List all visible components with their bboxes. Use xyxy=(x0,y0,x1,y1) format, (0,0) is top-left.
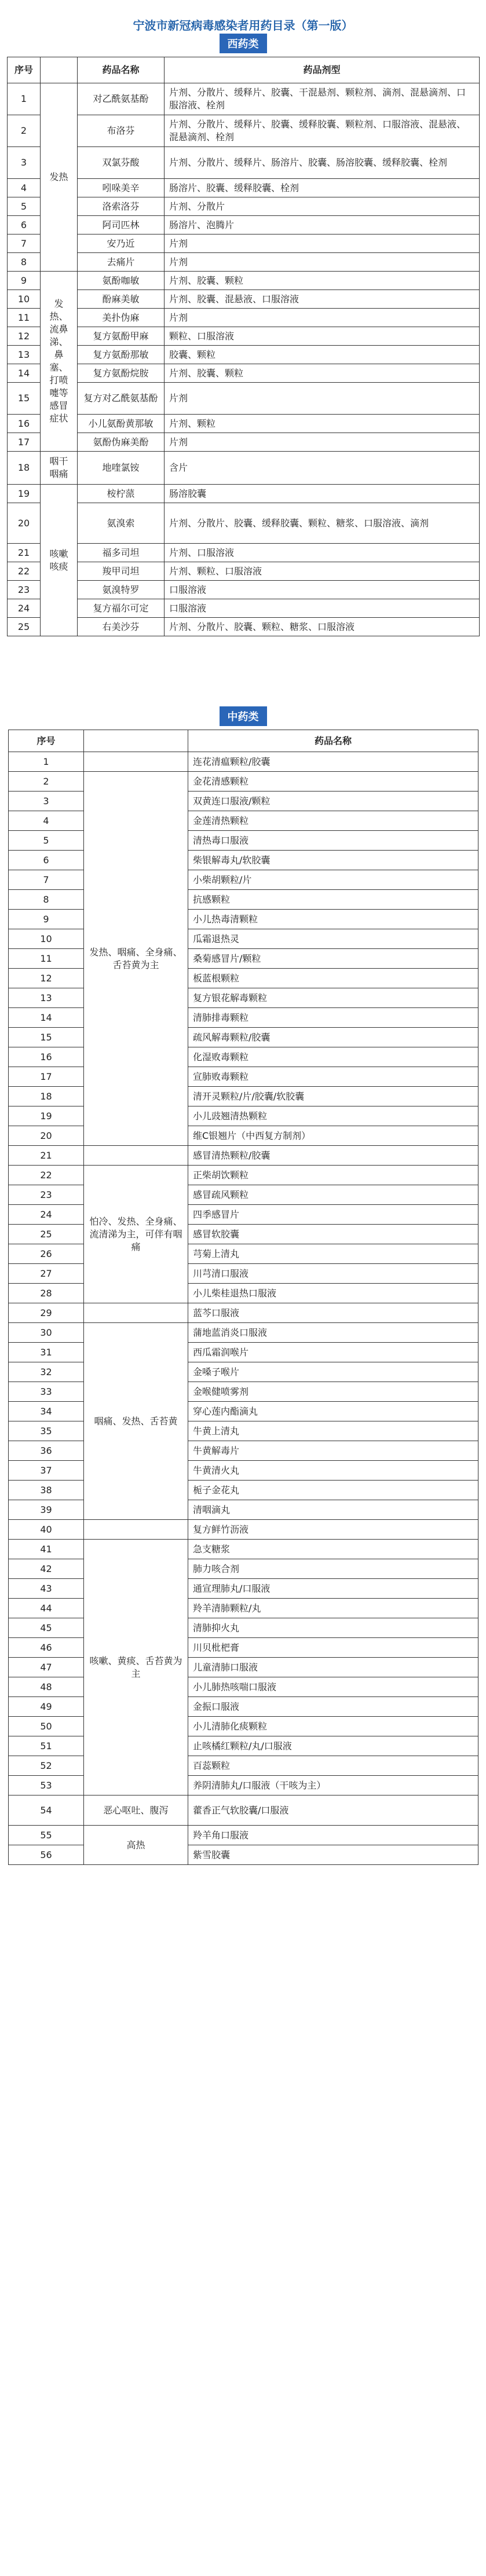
row-no: 2 xyxy=(8,115,41,147)
table-row xyxy=(8,383,480,415)
header-no: 序号 xyxy=(8,57,41,83)
drug-name: 桑菊感冒片/颗粒 xyxy=(188,949,478,969)
row-no: 18 xyxy=(8,452,41,485)
table-row xyxy=(8,272,480,290)
table-row xyxy=(9,929,478,949)
table-row xyxy=(9,1520,478,1540)
drug-name: 复方氨酚甲麻 xyxy=(78,327,165,346)
table-row xyxy=(8,618,480,636)
row-no: 44 xyxy=(9,1599,84,1618)
drug-name: 清肺抑火丸 xyxy=(188,1618,478,1638)
row-no: 46 xyxy=(9,1638,84,1658)
drug-name: 肺力咳合剂 xyxy=(188,1559,478,1579)
table-row xyxy=(9,1500,478,1520)
row-no: 4 xyxy=(8,179,41,197)
table-row xyxy=(8,216,480,234)
drug-name: 板蓝根颗粒 xyxy=(188,969,478,988)
table-row xyxy=(9,1225,478,1244)
table-row xyxy=(9,1697,478,1717)
drug-form: 胶囊、颗粒 xyxy=(165,346,480,364)
drug-name: 小儿氨酚黄那敏 xyxy=(78,415,165,433)
drug-name: 金花清感颗粒 xyxy=(188,772,478,792)
row-no: 10 xyxy=(9,929,84,949)
table-row xyxy=(8,290,480,309)
drug-name: 阿司匹林 xyxy=(78,216,165,234)
row-no: 31 xyxy=(9,1343,84,1362)
row-no: 20 xyxy=(8,503,41,544)
table-row xyxy=(9,1540,478,1559)
table-row xyxy=(9,1362,478,1382)
row-no: 20 xyxy=(9,1126,84,1146)
table-row xyxy=(9,1028,478,1047)
row-no: 7 xyxy=(9,870,84,890)
row-no: 22 xyxy=(9,1166,84,1185)
row-no: 14 xyxy=(8,364,41,383)
table-row xyxy=(9,1421,478,1441)
symptom-group: 发热、流鼻涕、鼻塞、打喷嚏等感冒症状 xyxy=(41,272,78,452)
row-no: 19 xyxy=(8,485,41,503)
row-no: 3 xyxy=(8,147,41,179)
table-row xyxy=(9,1559,478,1579)
drug-name: 复方鲜竹沥液 xyxy=(188,1520,478,1540)
table-row xyxy=(9,1244,478,1264)
table-row xyxy=(9,1264,478,1284)
table-row xyxy=(9,1618,478,1638)
drug-name: 复方银花解毒颗粒 xyxy=(188,988,478,1008)
drug-name: 右美沙芬 xyxy=(78,618,165,636)
table-header-row xyxy=(9,730,478,752)
row-no: 39 xyxy=(9,1500,84,1520)
row-no: 56 xyxy=(9,1845,84,1865)
table-row xyxy=(8,599,480,618)
table-row xyxy=(9,792,478,811)
drug-form: 片剂、分散片、缓释片、胶囊、干混悬剂、颗粒剂、滴剂、混悬滴剂、口服溶液、栓剂 xyxy=(165,83,480,115)
tcm-medicine-table xyxy=(8,730,478,1865)
drug-form: 片剂 xyxy=(165,309,480,327)
row-no: 43 xyxy=(9,1579,84,1599)
row-no: 14 xyxy=(9,1008,84,1028)
drug-name: 百蕊颗粒 xyxy=(188,1756,478,1776)
drug-name: 西瓜霜润喉片 xyxy=(188,1343,478,1362)
drug-name: 藿香正气软胶囊/口服液 xyxy=(188,1795,478,1826)
table-row xyxy=(8,452,480,485)
drug-name: 洛索洛芬 xyxy=(78,197,165,216)
drug-name: 芎菊上清丸 xyxy=(188,1244,478,1264)
row-no: 22 xyxy=(8,562,41,581)
row-no: 17 xyxy=(9,1067,84,1087)
table-row xyxy=(8,346,480,364)
drug-form: 片剂 xyxy=(165,253,480,272)
header-form: 药品剂型 xyxy=(165,57,480,83)
symptom-group: 发热、咽痛、全身痛、舌苔黄为主 xyxy=(84,772,188,1146)
drug-form: 口服溶液 xyxy=(165,581,480,599)
row-no: 26 xyxy=(9,1244,84,1264)
drug-name: 疏风解毒颗粒/胶囊 xyxy=(188,1028,478,1047)
row-no: 36 xyxy=(9,1441,84,1461)
table-row xyxy=(9,1717,478,1736)
drug-form: 片剂、分散片 xyxy=(165,197,480,216)
drug-form: 片剂、分散片、缓释片、胶囊、缓释胶囊、颗粒剂、口服溶液、混悬液、混悬滴剂、栓剂 xyxy=(165,115,480,147)
row-no: 41 xyxy=(9,1540,84,1559)
drug-form: 口服溶液 xyxy=(165,599,480,618)
row-no: 8 xyxy=(8,253,41,272)
table-row xyxy=(8,433,480,452)
drug-form: 片剂 xyxy=(165,433,480,452)
row-no: 52 xyxy=(9,1756,84,1776)
header-group-blank xyxy=(84,730,188,752)
table-row xyxy=(9,1343,478,1362)
table-row xyxy=(8,309,480,327)
header-group-blank xyxy=(41,57,78,83)
drug-name: 氨溴特罗 xyxy=(78,581,165,599)
drug-name: 美扑伪麻 xyxy=(78,309,165,327)
drug-name: 牛黄清火丸 xyxy=(188,1461,478,1481)
table-row xyxy=(9,1776,478,1795)
table-row xyxy=(9,1736,478,1756)
row-no: 10 xyxy=(8,290,41,309)
table-row xyxy=(8,234,480,253)
drug-name: 蒲地蓝消炎口服液 xyxy=(188,1323,478,1343)
row-no: 28 xyxy=(9,1284,84,1303)
row-no: 45 xyxy=(9,1618,84,1638)
row-no: 5 xyxy=(9,831,84,851)
drug-name: 安乃近 xyxy=(78,234,165,253)
row-no: 7 xyxy=(8,234,41,253)
drug-name: 感冒软胶囊 xyxy=(188,1225,478,1244)
symptom-group xyxy=(84,1303,188,1323)
table-header-row xyxy=(8,57,480,83)
drug-name: 复方福尔可定 xyxy=(78,599,165,618)
drug-name: 小儿肺热咳喘口服液 xyxy=(188,1677,478,1697)
table-row xyxy=(9,890,478,910)
row-no: 16 xyxy=(9,1047,84,1067)
table-row xyxy=(9,1441,478,1461)
table-row xyxy=(9,752,478,772)
table-row xyxy=(8,415,480,433)
table-row xyxy=(9,1323,478,1343)
row-no: 13 xyxy=(9,988,84,1008)
drug-name: 复方氨酚烷胺 xyxy=(78,364,165,383)
row-no: 55 xyxy=(9,1826,84,1845)
drug-name: 氨溴索 xyxy=(78,503,165,544)
table-row xyxy=(9,1599,478,1618)
table-row xyxy=(9,1756,478,1776)
drug-form: 片剂 xyxy=(165,234,480,253)
drug-form: 片剂、胶囊、颗粒 xyxy=(165,364,480,383)
symptom-group xyxy=(84,752,188,772)
drug-name: 羚羊角口服液 xyxy=(188,1826,478,1845)
table-row xyxy=(9,1205,478,1225)
table-row xyxy=(9,1826,478,1845)
table-row xyxy=(9,1087,478,1106)
drug-name: 清开灵颗粒/片/胶囊/软胶囊 xyxy=(188,1087,478,1106)
drug-form: 片剂、胶囊、混悬液、口服溶液 xyxy=(165,290,480,309)
row-no: 24 xyxy=(9,1205,84,1225)
drug-form: 含片 xyxy=(165,452,480,485)
symptom-group: 咽痛、发热、舌苔黄 xyxy=(84,1323,188,1520)
drug-form: 片剂 xyxy=(165,383,480,415)
symptom-group: 高热 xyxy=(84,1826,188,1865)
table-row xyxy=(9,870,478,890)
table-row xyxy=(8,115,480,147)
page-title: 宁波市新冠病毒感染者用药目录（第一版） xyxy=(133,19,353,32)
drug-name: 牛黄解毒片 xyxy=(188,1441,478,1461)
row-no: 21 xyxy=(9,1146,84,1166)
drug-name: 清肺排毒颗粒 xyxy=(188,1008,478,1028)
row-no: 50 xyxy=(9,1717,84,1736)
symptom-group xyxy=(84,1146,188,1166)
drug-name: 四季感冒片 xyxy=(188,1205,478,1225)
drug-name: 羚羊清肺颗粒/丸 xyxy=(188,1599,478,1618)
drug-name: 急支糖浆 xyxy=(188,1540,478,1559)
table-row xyxy=(9,1166,478,1185)
table-row xyxy=(9,1047,478,1067)
western-section-badge: 西药类 xyxy=(220,34,267,53)
drug-name: 化湿败毒颗粒 xyxy=(188,1047,478,1067)
drug-name: 抗感颗粒 xyxy=(188,890,478,910)
drug-form: 片剂、分散片、胶囊、缓释胶囊、颗粒、糖浆、口服溶液、滴剂 xyxy=(165,503,480,544)
tcm-section-badge: 中药类 xyxy=(220,706,267,726)
row-no: 27 xyxy=(9,1264,84,1284)
row-no: 16 xyxy=(8,415,41,433)
table-row xyxy=(9,1067,478,1087)
table-row xyxy=(8,364,480,383)
row-no: 30 xyxy=(9,1323,84,1343)
table-row xyxy=(9,1284,478,1303)
table-row xyxy=(8,503,480,544)
row-no: 2 xyxy=(9,772,84,792)
symptom-group: 咳嗽咳痰 xyxy=(41,485,78,636)
drug-name: 止咳橘红颗粒/丸/口服液 xyxy=(188,1736,478,1756)
table-row xyxy=(9,1146,478,1166)
header-name: 药品名称 xyxy=(78,57,165,83)
table-row xyxy=(9,988,478,1008)
drug-name: 牛黄上清丸 xyxy=(188,1421,478,1441)
drug-name: 布洛芬 xyxy=(78,115,165,147)
row-no: 9 xyxy=(9,910,84,929)
table-row xyxy=(9,772,478,792)
drug-form: 片剂、颗粒 xyxy=(165,415,480,433)
drug-name: 对乙酰氨基酚 xyxy=(78,83,165,115)
row-no: 18 xyxy=(9,1087,84,1106)
drug-name: 去痛片 xyxy=(78,253,165,272)
drug-name: 羧甲司坦 xyxy=(78,562,165,581)
row-no: 5 xyxy=(8,197,41,216)
drug-form: 肠溶片、泡腾片 xyxy=(165,216,480,234)
table-row xyxy=(9,1402,478,1421)
drug-name: 通宣理肺丸/口服液 xyxy=(188,1579,478,1599)
drug-name: 吲哚美辛 xyxy=(78,179,165,197)
row-no: 48 xyxy=(9,1677,84,1697)
row-no: 53 xyxy=(9,1776,84,1795)
row-no: 32 xyxy=(9,1362,84,1382)
drug-name: 儿童清肺口服液 xyxy=(188,1658,478,1677)
row-no: 25 xyxy=(8,618,41,636)
row-no: 6 xyxy=(8,216,41,234)
drug-name: 栀子金花丸 xyxy=(188,1481,478,1500)
drug-name: 复方氨酚那敏 xyxy=(78,346,165,364)
row-no: 49 xyxy=(9,1697,84,1717)
row-no: 51 xyxy=(9,1736,84,1756)
drug-name: 宣肺败毒颗粒 xyxy=(188,1067,478,1087)
table-row xyxy=(8,562,480,581)
header-name: 药品名称 xyxy=(188,730,478,752)
symptom-group: 咳嗽、黄痰、舌苔黄为主 xyxy=(84,1540,188,1795)
table-row xyxy=(9,1481,478,1500)
row-no: 4 xyxy=(9,811,84,831)
drug-name: 复方对乙酰氨基酚 xyxy=(78,383,165,415)
table-row xyxy=(9,811,478,831)
row-no: 11 xyxy=(8,309,41,327)
table-row xyxy=(9,1461,478,1481)
drug-name: 清咽滴丸 xyxy=(188,1500,478,1520)
drug-name: 瓜霜退热灵 xyxy=(188,929,478,949)
drug-name: 柴银解毒丸/软胶囊 xyxy=(188,851,478,870)
drug-form: 片剂、口服溶液 xyxy=(165,544,480,562)
header-no: 序号 xyxy=(9,730,84,752)
drug-name: 维C银翘片（中西复方制剂） xyxy=(188,1126,478,1146)
drug-name: 福多司坦 xyxy=(78,544,165,562)
table-row xyxy=(9,851,478,870)
row-no: 33 xyxy=(9,1382,84,1402)
row-no: 34 xyxy=(9,1402,84,1421)
drug-form: 片剂、胶囊、颗粒 xyxy=(165,272,480,290)
row-no: 29 xyxy=(9,1303,84,1323)
drug-form: 颗粒、口服溶液 xyxy=(165,327,480,346)
row-no: 19 xyxy=(9,1106,84,1126)
drug-form: 片剂、分散片、缓释片、肠溶片、胶囊、肠溶胶囊、缓释胶囊、栓剂 xyxy=(165,147,480,179)
drug-name: 感冒疏风颗粒 xyxy=(188,1185,478,1205)
row-no: 6 xyxy=(9,851,84,870)
table-row xyxy=(8,253,480,272)
table-row xyxy=(8,544,480,562)
drug-name: 酚麻美敏 xyxy=(78,290,165,309)
table-row xyxy=(9,1185,478,1205)
row-no: 35 xyxy=(9,1421,84,1441)
symptom-group: 恶心呕吐、腹泻 xyxy=(84,1795,188,1826)
drug-name: 双氯芬酸 xyxy=(78,147,165,179)
row-no: 15 xyxy=(8,383,41,415)
row-no: 11 xyxy=(9,949,84,969)
drug-name: 金振口服液 xyxy=(188,1697,478,1717)
drug-name: 金莲清热颗粒 xyxy=(188,811,478,831)
table-row xyxy=(9,1658,478,1677)
row-no: 23 xyxy=(9,1185,84,1205)
table-row xyxy=(8,327,480,346)
symptom-group xyxy=(84,1520,188,1540)
table-row xyxy=(9,1382,478,1402)
drug-name: 养阴清肺丸/口服液（干咳为主） xyxy=(188,1776,478,1795)
table-row xyxy=(9,969,478,988)
table-row xyxy=(9,1845,478,1865)
table-row xyxy=(8,581,480,599)
drug-name: 小儿豉翘清热颗粒 xyxy=(188,1106,478,1126)
drug-name: 金嗓子喉片 xyxy=(188,1362,478,1382)
row-no: 13 xyxy=(8,346,41,364)
drug-name: 穿心莲内酯滴丸 xyxy=(188,1402,478,1421)
drug-name: 小儿柴桂退热口服液 xyxy=(188,1284,478,1303)
drug-name: 川芎清口服液 xyxy=(188,1264,478,1284)
row-no: 1 xyxy=(8,83,41,115)
symptom-group: 怕冷、发热、全身痛、流清涕为主，可伴有咽痛 xyxy=(84,1166,188,1303)
drug-name: 紫雪胶囊 xyxy=(188,1845,478,1865)
drug-form: 片剂、颗粒、口服溶液 xyxy=(165,562,480,581)
table-row xyxy=(9,1579,478,1599)
table-row xyxy=(9,1303,478,1323)
row-no: 12 xyxy=(8,327,41,346)
row-no: 3 xyxy=(9,792,84,811)
drug-form: 片剂、分散片、胶囊、颗粒、糖浆、口服溶液 xyxy=(165,618,480,636)
table-row xyxy=(9,831,478,851)
symptom-group: 咽干咽痛 xyxy=(41,452,78,485)
drug-name: 正柴胡饮颗粒 xyxy=(188,1166,478,1185)
drug-name: 氨酚伪麻美酚 xyxy=(78,433,165,452)
row-no: 40 xyxy=(9,1520,84,1540)
table-row xyxy=(8,179,480,197)
drug-name: 感冒清热颗粒/胶囊 xyxy=(188,1146,478,1166)
row-no: 1 xyxy=(9,752,84,772)
drug-form: 肠溶胶囊 xyxy=(165,485,480,503)
table-row xyxy=(9,949,478,969)
symptom-group: 发热 xyxy=(41,83,78,272)
table-row xyxy=(9,1638,478,1658)
row-no: 25 xyxy=(9,1225,84,1244)
row-no: 37 xyxy=(9,1461,84,1481)
row-no: 15 xyxy=(9,1028,84,1047)
table-row xyxy=(9,1126,478,1146)
drug-form: 肠溶片、胶囊、缓释胶囊、栓剂 xyxy=(165,179,480,197)
drug-name: 清热毒口服液 xyxy=(188,831,478,851)
drug-name: 氨酚咖敏 xyxy=(78,272,165,290)
row-no: 24 xyxy=(8,599,41,618)
drug-name: 连花清瘟颗粒/胶囊 xyxy=(188,752,478,772)
drug-name: 地喹氯铵 xyxy=(78,452,165,485)
table-row xyxy=(9,1106,478,1126)
drug-name: 小柴胡颗粒/片 xyxy=(188,870,478,890)
table-row xyxy=(9,1008,478,1028)
row-no: 8 xyxy=(9,890,84,910)
row-no: 17 xyxy=(8,433,41,452)
table-row xyxy=(9,1677,478,1697)
row-no: 23 xyxy=(8,581,41,599)
row-no: 38 xyxy=(9,1481,84,1500)
table-row xyxy=(9,1795,478,1826)
row-no: 42 xyxy=(9,1559,84,1579)
drug-name: 小儿热毒清颗粒 xyxy=(188,910,478,929)
row-no: 54 xyxy=(9,1795,84,1826)
table-row xyxy=(8,197,480,216)
row-no: 12 xyxy=(9,969,84,988)
drug-name: 小儿清肺化痰颗粒 xyxy=(188,1717,478,1736)
drug-name: 桉柠蒎 xyxy=(78,485,165,503)
row-no: 47 xyxy=(9,1658,84,1677)
row-no: 21 xyxy=(8,544,41,562)
row-no: 9 xyxy=(8,272,41,290)
table-row xyxy=(9,910,478,929)
table-row xyxy=(8,485,480,503)
drug-name: 川贝枇杷膏 xyxy=(188,1638,478,1658)
western-medicine-table xyxy=(7,57,480,636)
drug-name: 蓝芩口服液 xyxy=(188,1303,478,1323)
drug-name: 金喉健喷雾剂 xyxy=(188,1382,478,1402)
table-row xyxy=(8,83,480,115)
table-row xyxy=(8,147,480,179)
drug-name: 双黄连口服液/颗粒 xyxy=(188,792,478,811)
